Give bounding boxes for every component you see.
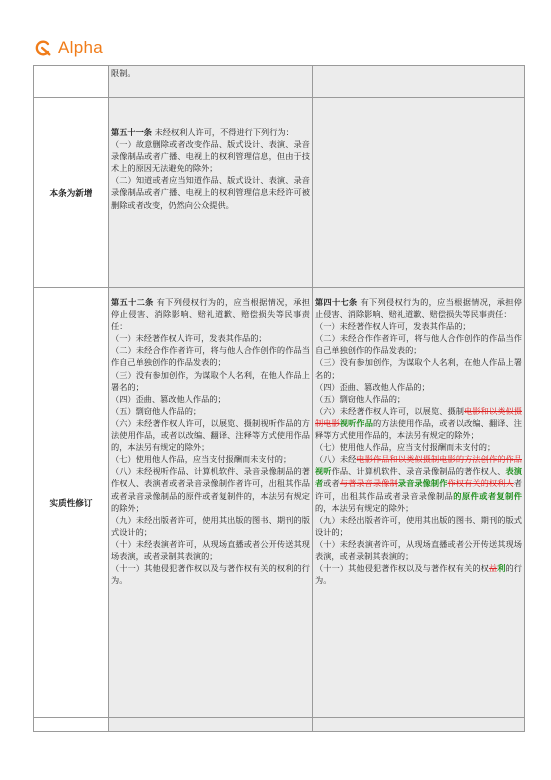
article-clause: （一）未经著作权人许可，发表其作品的；: [315, 321, 471, 332]
article-clause: （七）使用他人作品，应当支付报酬而未支付的；: [315, 442, 496, 453]
inserted-text: 利: [497, 563, 506, 574]
new-text-cell: [109, 718, 313, 732]
article-clause: （六）未经著作权人许可，以展览、摄制视听作品的方法使用作品，或者以改编、翻译、注释等方式使用作品的，本法另有规定的除外；: [111, 417, 310, 453]
deleted-text: 作权有关的权利人: [447, 478, 514, 489]
article-heading: 第五十二条: [111, 297, 154, 307]
category-label: 实质性修订: [49, 498, 93, 509]
new-text-cell: 限制。: [109, 66, 313, 98]
deleted-text: 电影作品和以类似摄制电影的方法创作的作品: [356, 454, 522, 465]
article-clause: （二）未经合作作者许可，将与他人合作创作的作品当作自己单独创作的作品发表的；: [111, 345, 310, 368]
article-heading: 第五十一条: [111, 127, 152, 137]
deleted-text: 与著录音录像制: [339, 478, 398, 489]
deleted-text: 益: [488, 563, 498, 574]
inserted-text: 视听: [315, 466, 332, 477]
category-cell: [34, 718, 109, 732]
logo-text: Alpha: [58, 38, 103, 57]
article-clause: （九）未经出版者许可，使用其出版的图书、期刊的版式设计的；: [315, 514, 522, 537]
article-clause: （六）未经著作权人许可，以展览、摄制电影和以类似摄制电影视听作品的方法使用作品，或者以改编、翻译、注释等方式使用作品的，本法另有规定的除外；: [315, 405, 522, 441]
article-clause: （十）未经表演者许可，从现场直播或者公开传送其现场表演，或者录制其表演的；: [315, 538, 522, 561]
article-clause: （九）未经出版者许可，使用其出版的图书、期刊的版式设计的；: [111, 514, 310, 537]
new-text-cell: [109, 288, 313, 718]
article-clause: （四）歪曲、篡改他人作品的；: [315, 381, 430, 392]
article-clause: （十一）其他侵犯著作权以及与著作权有关的权利的行为。: [111, 563, 310, 586]
old-text-cell: [313, 66, 525, 98]
table-row: [34, 288, 525, 718]
article-clause: （五）剽窃他人作品的；: [111, 405, 202, 416]
article-clause: （十一）其他侵犯著作权以及与著作权有关的权益利的行为。: [315, 563, 522, 586]
alpha-logo-icon: [34, 39, 52, 57]
table-row: [34, 718, 525, 732]
table-row: [34, 66, 525, 98]
old-text-cell: [313, 718, 525, 732]
inserted-text: 表演者: [315, 466, 522, 489]
article-clause: （十）未经表演者许可，从现场直播或者公开传送其现场表演，或者录制其表演的；: [111, 538, 310, 561]
article-intro: 未经权利人许可，不得进行下列行为：: [154, 127, 294, 137]
article-clause: （一）未经著作权人许可，发表其作品的；: [111, 333, 267, 344]
old-text-cell: [313, 98, 525, 288]
article-clause: （三）没有参加创作，为谋取个人名利，在他人作品上署名的；: [111, 369, 310, 392]
article-clause: （二）未经合作作者许可，将与他人合作创作的作品当作自己单独创作的作品发表的；: [315, 333, 522, 356]
table-row: [34, 98, 525, 288]
category-cell: [34, 288, 109, 718]
category-cell: [34, 98, 109, 288]
article-clause: （八）未经视听作品、计算机软件、录音录像制品的著作权人、表演者或者录音录像制作者许可，出租其作品或者录音录像制品的原件或者复制件的，本法另有规定的除外；: [111, 466, 310, 513]
old-text-cell: [313, 288, 525, 718]
header-logo: [34, 38, 103, 58]
article-clause: （八）未经电影作品和以类似摄制电影的方法创作的作品视听作品、计算机软件、录音录像制品的著作权人、表演者或者与著录音录像制录音录像制作作权有关的权利人者许可，出租其作品或者录音录像制品的原件或者复制件的，本法另有规定的除外；: [315, 454, 522, 513]
article-clause: （七）使用他人作品，应当支付报酬而未支付的；: [111, 454, 292, 465]
category-label: 本条为新增: [49, 188, 93, 199]
article-intro: 有下列侵权行为的，应当根据情况，承担停止侵害、消除影响、赔礼道歉、赔偿损失等民事责任：: [315, 297, 522, 320]
article-clause: （四）歪曲、篡改他人作品的；: [111, 393, 226, 404]
comparison-table: [33, 65, 525, 732]
new-text-cell: [109, 98, 313, 288]
article-clause: （一）故意删除或者改变作品、版式设计、表演、录音录像制品或者广播、电视上的权利管理信息，但由于技术上的原因无法避免的除外；: [111, 139, 310, 174]
article-heading: 第四十七条: [315, 297, 358, 307]
inserted-text: 视听作品: [339, 417, 373, 428]
article-clause: （五）剽窃他人作品的；: [315, 393, 406, 404]
inserted-text: 录音录像制作: [397, 478, 448, 489]
category-cell: [34, 66, 109, 98]
article-clause: （三）没有参加创作，为谋取个人名利，在他人作品上署名的；: [315, 357, 522, 380]
inserted-text: 的原件或者复制件: [453, 490, 522, 501]
article-intro: 有下列侵权行为的，应当根据情况，承担停止侵害、消除影响、赔礼道歉、赔偿损失等民事责任：: [111, 297, 310, 332]
deleted-text: 电影和以类似摄制电影: [315, 405, 522, 428]
article-clause: （二）知道或者应当知道作品、版式设计、表演、录音录像制品或者广播、电视上的权利管理信息未经许可被删除或者改变，仍然向公众提供。: [111, 175, 310, 210]
